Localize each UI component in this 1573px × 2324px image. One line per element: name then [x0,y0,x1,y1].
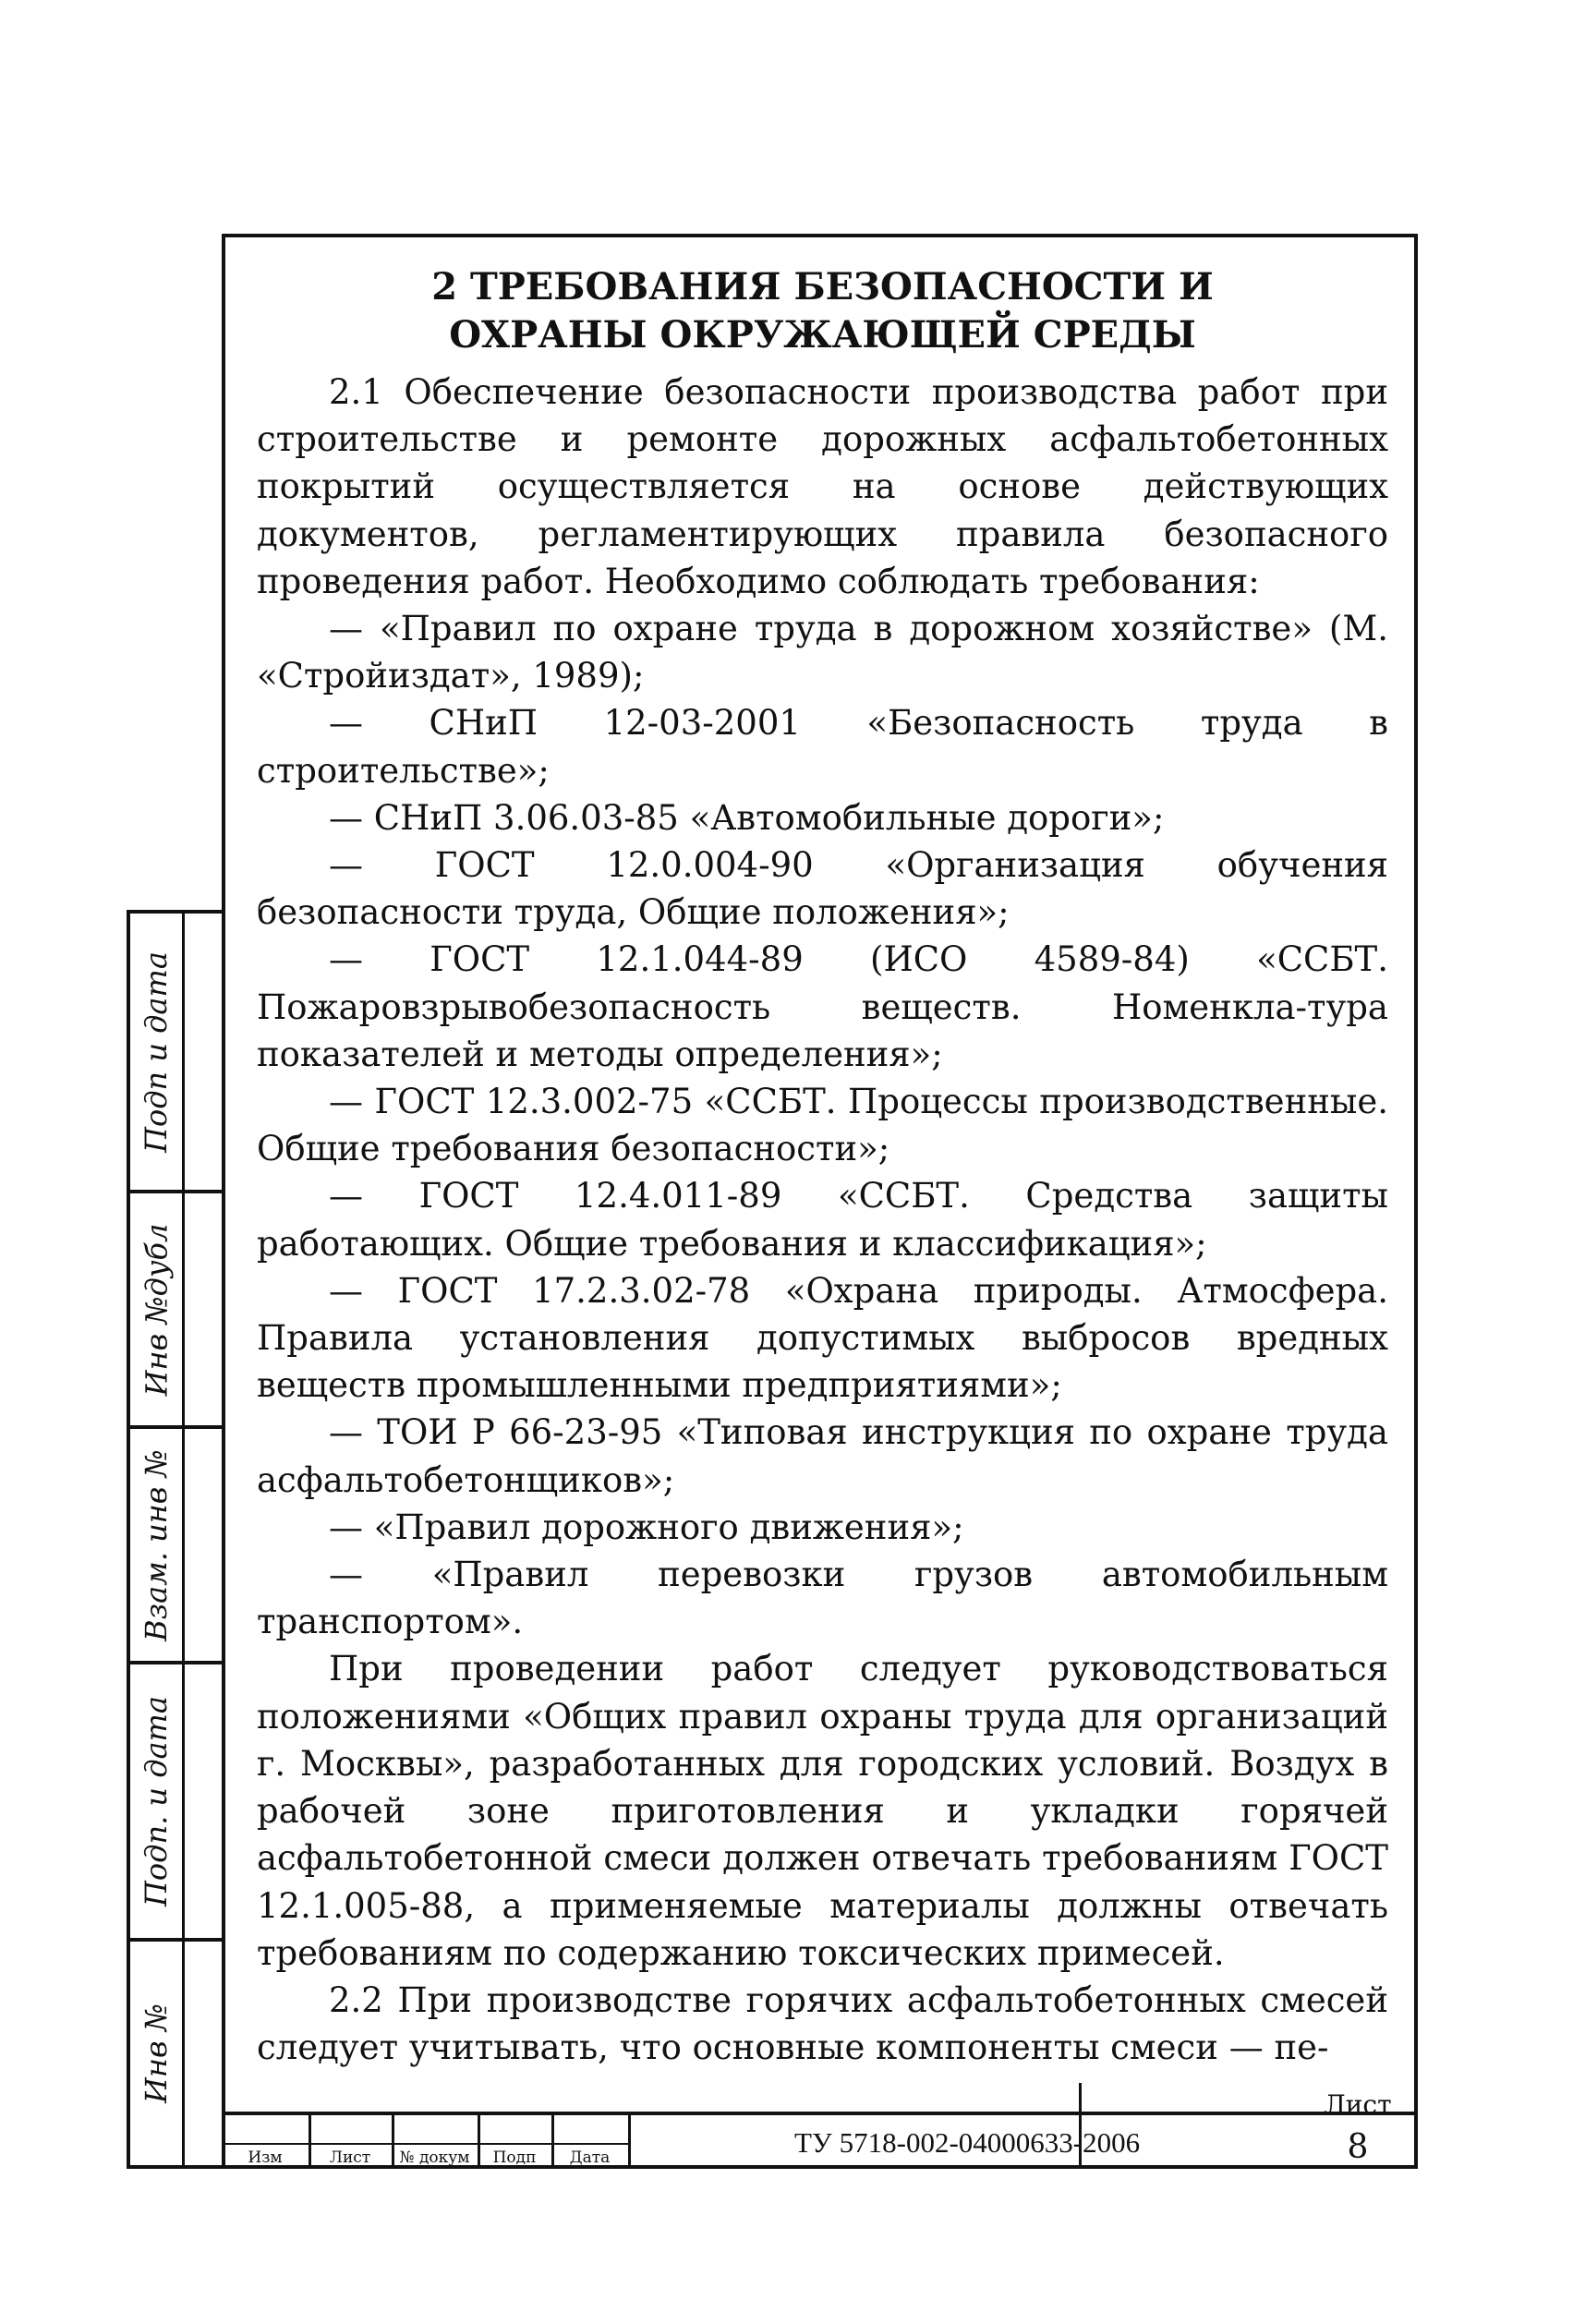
requirement-item: — «Правил по охране труда в дорожном хозяйстве» (М. «Стройиздат», 1989); [257,609,1388,696]
heading-line-1: 2 ТРЕБОВАНИЯ БЕЗОПАСНОСТИ И [431,265,1214,309]
heading-line-2: ОХРАНЫ ОКРУЖАЮЩЕЙ СРЕДЫ [449,313,1196,357]
margin-cell-vzam-inv [130,1425,225,1661]
margin-label-vzam-inv: Взам. инв № [139,1448,174,1641]
intro-paragraph: 2.1 Обеспечение безопасности производства работ при строительстве и ремонте дорожных асфальтобетонных покрытий осуществляется на основе действующих документов, регламентирующих правила безопасного проведения работ. Необходимо соблюдать требования: [257,372,1388,601]
margin-label-podp-data-2: Подп. и дата [139,1696,174,1906]
document-code: ТУ 5718-002-04000633-2006 [794,2126,1141,2159]
requirement-item: — ГОСТ 12.1.044-89 (ИСО 4589-84) «ССБТ. Пожаровзрывобезопасность веществ. Номенкла-тура показателей и методы определения»; [257,939,1388,1074]
requirement-item: — «Правил дорожного движения»; [329,1507,964,1547]
col-izm: Изм [248,2148,283,2167]
section-heading [257,263,1388,359]
requirement-item: — ТОИ Р 66-23-95 «Типовая инструкция по охране труда асфальтобетонщиков»; [257,1412,1388,1500]
requirement-item: — СНиП 3.06.03-85 «Автомобильные дороги»; [329,797,1165,838]
col-data: Дата [569,2148,611,2167]
margin-cell-inv-dubl [130,1190,225,1425]
requirements-list [257,605,1388,1645]
requirement-item: — СНиП 12-03-2001 «Безопасность труда в строительстве»; [257,703,1388,791]
document-body [257,263,1388,2071]
requirement-item: — ГОСТ 12.3.002-75 «ССБТ. Процессы производственные. Общие требования безопасности»; [257,1082,1388,1169]
margin-strip [127,910,225,2169]
sheet-label: Лист [1324,2089,1392,2120]
body-paragraph: При проведении работ следует руководствоваться положениями «Общих правил охраны труда для организаций г. Москвы», разработанных для городских условий. Воздух в рабочей зоне приготовления и укладки горячей асфальтобетонной смеси должен отвечать требованиям ГОСТ 12.1.005-88, а применяемые материалы должны отвечать требованиям по содержанию токсических примесей. [257,1649,1388,1973]
col-list: Лист [329,2148,371,2167]
margin-cell-podp-data-2 [130,1661,225,1938]
section-2-2-paragraph: 2.2 При производстве горячих асфальтобетонных смесей следует учитывать, что основные компоненты смеси — пе- [257,1979,1388,2068]
requirement-item: — ГОСТ 12.0.004-90 «Организация обучения безопасности труда, Общие положения»; [257,845,1388,933]
requirement-item: — ГОСТ 17.2.3.02-78 «Охрана природы. Атмосфера. Правила установления допустимых выбросов вредных веществ промышленными предприятиями»; [257,1270,1388,1406]
requirement-item: — ГОСТ 12.4.011-89 «ССБТ. Средства защиты работающих. Общие требования и классификация»; [257,1176,1388,1264]
margin-label-inv-no: Инв № [139,2003,174,2104]
margin-label-inv-dubl: Инв №дубл [139,1223,174,1396]
col-podp: Подп [492,2148,537,2167]
sheet-number: 8 [1347,2128,1369,2166]
col-dokum: № докум [399,2148,470,2167]
title-block [222,2089,1418,2169]
margin-cell-podp-data-1 [130,910,225,1190]
margin-cell-inv-no [130,1938,225,2169]
margin-label-podp-data-1: Подп и дата [139,950,175,1153]
requirement-item: — «Правил перевозки грузов автомобильным транспортом». [257,1555,1388,1642]
